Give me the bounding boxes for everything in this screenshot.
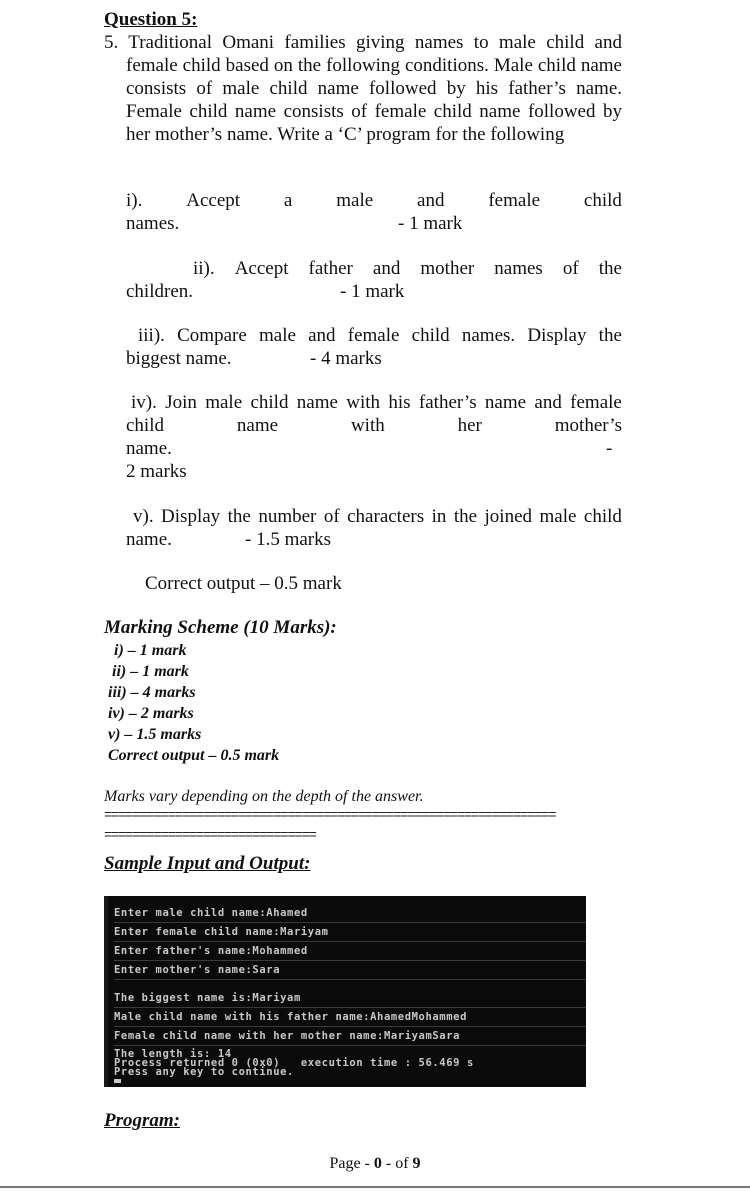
word: characters	[347, 506, 425, 527]
marking-item: v) – 1.5 marks	[108, 726, 202, 743]
word: names	[494, 258, 543, 279]
word: ii).	[193, 258, 215, 279]
word: and	[308, 325, 336, 346]
word: Display	[161, 506, 221, 527]
item-3-line2: biggest name.	[126, 348, 232, 369]
item-5-mark: - 1.5 marks	[245, 529, 332, 550]
item-4-line2	[126, 414, 622, 437]
marking-note: Marks vary depending on the depth of the answer.	[104, 788, 424, 805]
word: Join	[165, 392, 197, 413]
word: his	[388, 392, 411, 413]
word: male	[539, 506, 577, 527]
marking-item: i) – 1 mark	[114, 642, 187, 659]
word: female	[347, 325, 400, 346]
console-line: Enter father's name:Mohammed	[114, 945, 308, 957]
bottom-rule	[0, 1186, 750, 1188]
word: child	[583, 190, 622, 211]
word: with	[346, 392, 381, 413]
separator-line: ================================================================	[104, 808, 556, 824]
word: names.	[461, 325, 516, 346]
word: number	[258, 506, 317, 527]
word: of	[562, 258, 579, 279]
marking-item: iii) – 4 marks	[108, 684, 196, 701]
item-1-line2: names.	[126, 213, 180, 234]
item-3-line1	[138, 324, 622, 347]
word: name	[484, 392, 527, 413]
question-heading: Question 5:	[104, 9, 198, 30]
word: child	[126, 415, 164, 436]
word: male	[336, 190, 374, 211]
word: the	[453, 506, 478, 527]
word: father’s	[418, 392, 477, 413]
word: with	[350, 415, 385, 436]
word: mother’s	[554, 415, 622, 436]
word: v).	[133, 506, 154, 527]
word: a	[283, 190, 293, 211]
item-4-trail: -	[606, 438, 613, 459]
word: in	[431, 506, 447, 527]
item-1-line1	[126, 189, 622, 212]
console-line: Press any key to continue.	[114, 1066, 294, 1078]
footer-page-total: 9	[412, 1155, 421, 1172]
word: and	[417, 190, 445, 211]
word: child	[411, 325, 450, 346]
separator-line: ==============================	[104, 828, 316, 844]
footer-page-number: 0	[373, 1155, 382, 1172]
item-2-line2: children.	[126, 281, 194, 302]
item-2-line1	[193, 257, 622, 280]
word: Display	[527, 325, 587, 346]
word: and	[372, 258, 401, 279]
word: name	[236, 415, 279, 436]
item-5-line2: name.	[126, 529, 172, 550]
word: male	[205, 392, 243, 413]
console-line: Enter male child name:Ahamed	[114, 907, 308, 919]
word: the	[598, 325, 622, 346]
item-1-mark: - 1 mark	[398, 213, 463, 234]
marking-scheme-title: Marking Scheme (10 Marks):	[104, 617, 337, 638]
footer-prefix: Page -	[329, 1155, 374, 1172]
marking-item: Correct output – 0.5 mark	[108, 747, 280, 764]
word: name	[296, 392, 338, 413]
word: male	[258, 325, 296, 346]
word: mother	[420, 258, 475, 279]
word: Compare	[177, 325, 247, 346]
console-line: Female child name with her mother name:MariyamSara	[114, 1030, 461, 1042]
footer-middle: - of	[381, 1155, 413, 1172]
console-line: Process returned 0 (0x0) execution time : 56.469 s	[114, 1057, 474, 1069]
word: the	[227, 506, 251, 527]
word: her	[457, 415, 482, 436]
console-line: The length is: 14	[114, 1048, 232, 1060]
correct-output-text: Correct output – 0.5 mark	[145, 573, 342, 594]
item-3-mark: - 4 marks	[310, 348, 382, 369]
console-output-image	[104, 896, 586, 1087]
word: Accept	[234, 258, 289, 279]
word: female	[488, 190, 541, 211]
word: child	[250, 392, 289, 413]
console-line: Enter mother's name:Sara	[114, 964, 281, 976]
page-footer	[0, 1155, 750, 1173]
word: child	[583, 506, 622, 527]
console-line: Enter female child name:Mariyam	[114, 926, 329, 938]
word: i).	[126, 190, 143, 211]
cursor-block	[114, 1079, 121, 1083]
word: of	[323, 506, 340, 527]
sample-title: Sample Input and Output:	[104, 853, 311, 874]
word: father	[308, 258, 353, 279]
question-intro: 5. Traditional Omani families giving names to male child and female child based on the following conditions. Male child name consists of male child name followed by his father’s name. Female child name consists of female child name followed by her mother’s name. Write a ‘C’ program for the following	[104, 32, 622, 145]
item-5-line1	[133, 505, 622, 528]
word: joined	[484, 506, 533, 527]
word: female	[570, 392, 622, 413]
console-line: The biggest name is:Mariyam	[114, 992, 301, 1004]
word: the	[598, 258, 622, 279]
item-4-line3: name.	[126, 438, 172, 459]
item-4-line1	[131, 391, 622, 414]
word: iv).	[131, 392, 157, 413]
marking-item: iv) – 2 marks	[108, 705, 194, 722]
item-4-mark: 2 marks	[126, 461, 187, 482]
word: Accept	[186, 190, 241, 211]
word: iii).	[138, 325, 165, 346]
console-line: Male child name with his father name:AhamedMohammed	[114, 1011, 467, 1023]
item-2-mark: - 1 mark	[340, 281, 405, 302]
word: and	[534, 392, 562, 413]
program-title: Program:	[104, 1110, 180, 1131]
marking-item: ii) – 1 mark	[112, 663, 189, 680]
